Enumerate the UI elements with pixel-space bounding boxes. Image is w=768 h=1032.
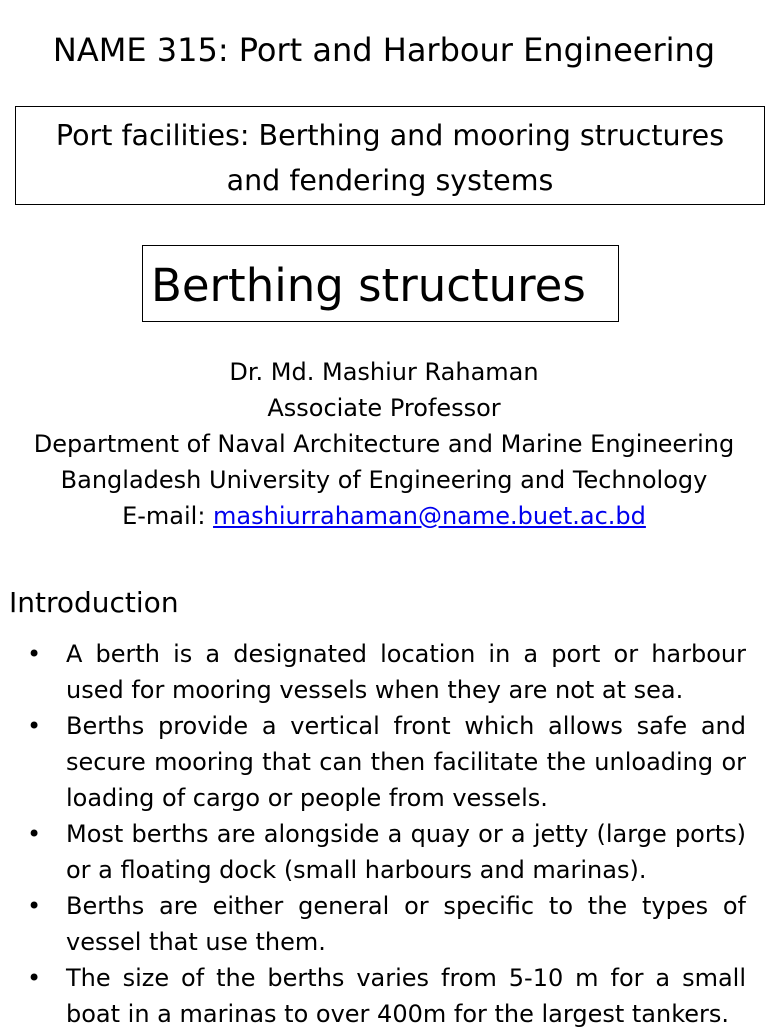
bullet-icon: • bbox=[27, 820, 42, 848]
introduction-heading: Introduction bbox=[9, 586, 179, 619]
topic-line: and fendering systems bbox=[226, 164, 554, 197]
list-item bbox=[0, 708, 768, 816]
list-item bbox=[0, 636, 768, 708]
bullet-text: The size of the berths varies from 5-10 m for a small boat in a marinas to over 400m for the largest tankers. bbox=[66, 964, 746, 1028]
bullet-list bbox=[0, 636, 768, 1032]
topic-line: Port facilities: Berthing and mooring structures bbox=[55, 119, 725, 152]
list-item bbox=[0, 888, 768, 960]
bullet-text: Most berths are alongside a quay or a jetty (large ports) or a floating dock (small harbours and marinas). bbox=[66, 820, 746, 884]
bullet-icon: • bbox=[27, 712, 42, 740]
bullet-icon: • bbox=[27, 964, 42, 992]
email-link[interactable]: mashiurrahaman@name.buet.ac.bd bbox=[213, 502, 646, 530]
author-department: Department of Naval Architecture and Marine Engineering bbox=[33, 430, 735, 458]
bullet-text: Berths are either general or specific to the types of vessel that use them. bbox=[66, 892, 746, 956]
bullet-text: A berth is a designated location in a port or harbour used for mooring vessels when they are not at sea. bbox=[66, 640, 746, 704]
list-item bbox=[0, 960, 768, 1032]
course-title: NAME 315: Port and Harbour Engineering bbox=[52, 31, 716, 69]
section-title: Berthing structures bbox=[142, 245, 619, 322]
author-email-line bbox=[0, 498, 768, 534]
bullet-icon: • bbox=[27, 892, 42, 920]
list-item bbox=[0, 816, 768, 888]
author-position: Associate Professor bbox=[267, 394, 501, 422]
bullet-text: Berths provide a vertical front which allows safe and secure mooring that can then facilitate the unloading or loading of cargo or people from vessels. bbox=[66, 712, 746, 812]
author-name: Dr. Md. Mashiur Rahaman bbox=[229, 358, 539, 386]
topic-box bbox=[15, 106, 765, 205]
bullet-icon: • bbox=[27, 640, 42, 668]
author-block bbox=[0, 354, 768, 534]
author-university: Bangladesh University of Engineering and Technology bbox=[60, 466, 708, 494]
email-label: E-mail: bbox=[122, 502, 214, 530]
